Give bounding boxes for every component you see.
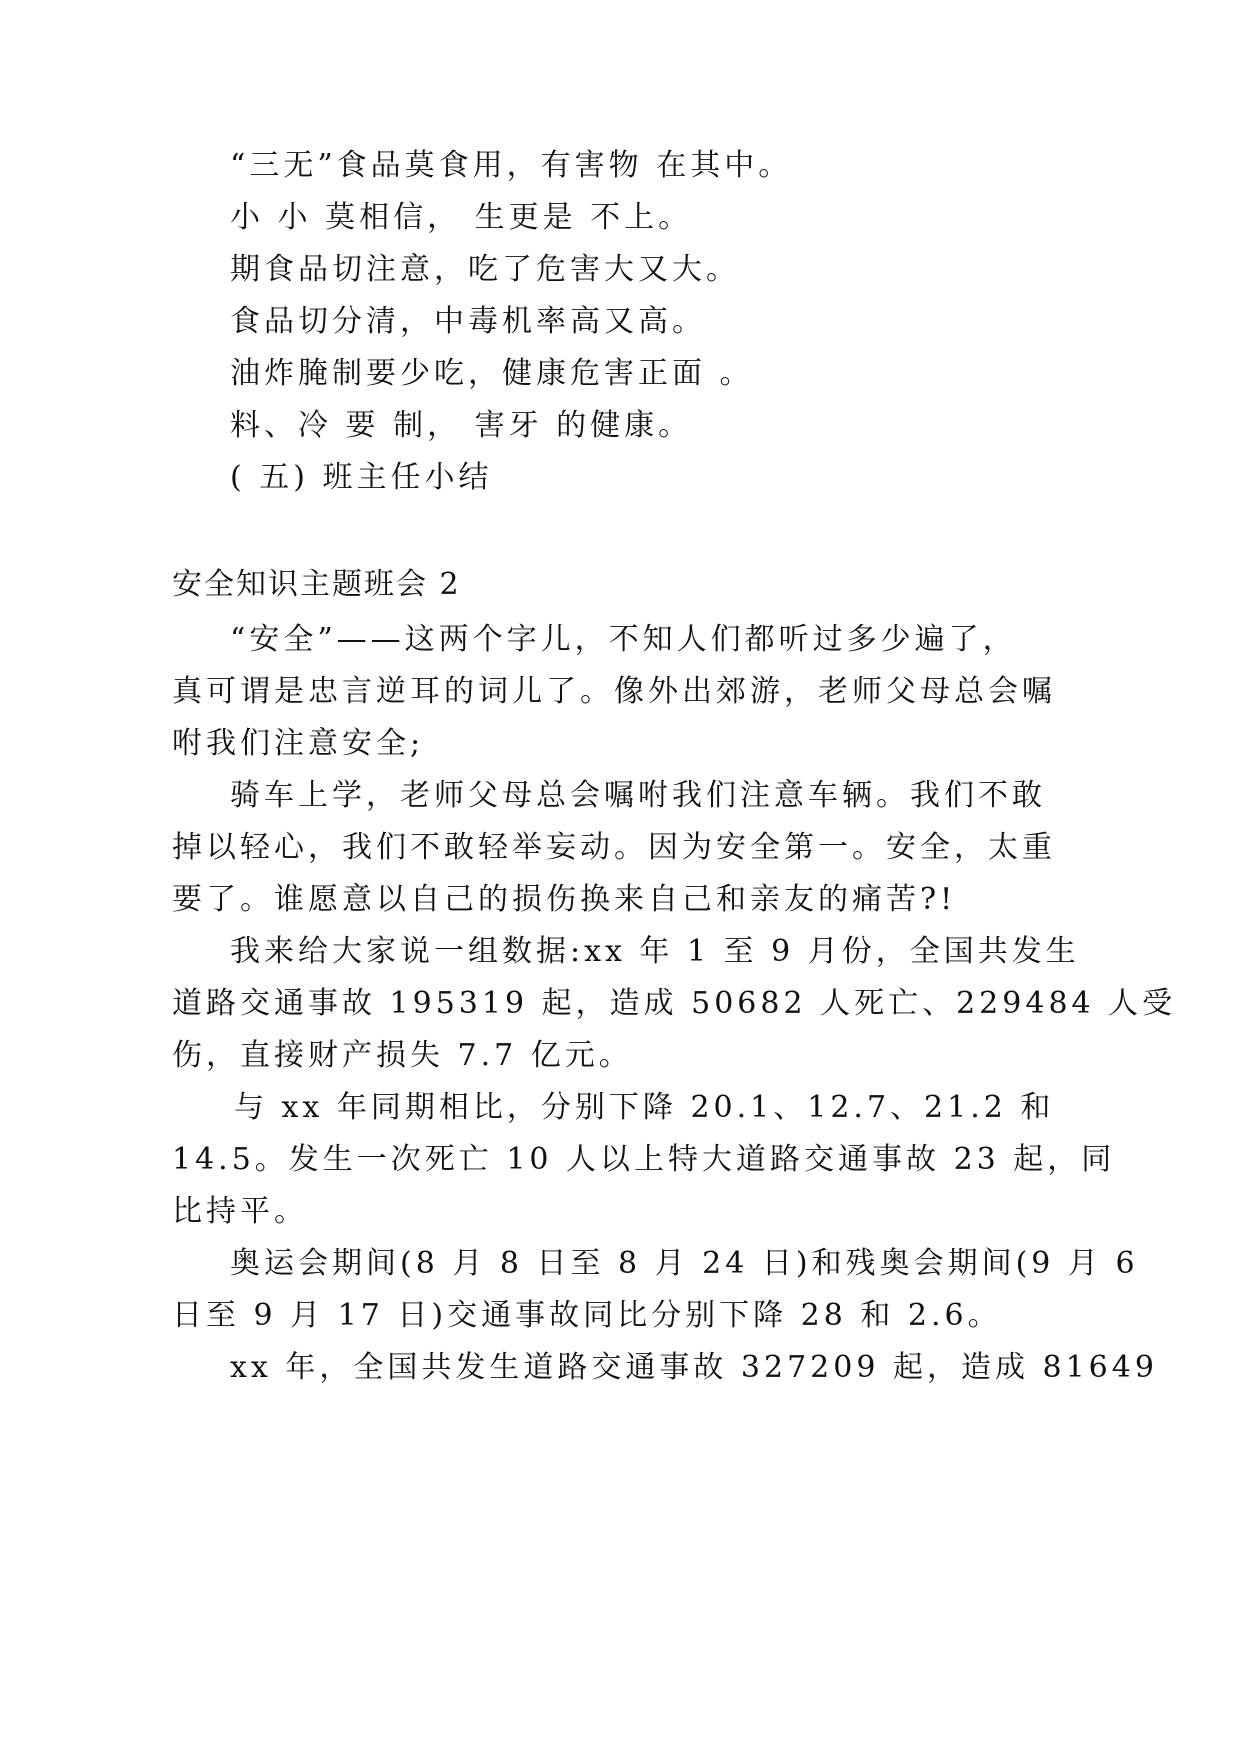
poem-line-6: 料、冷 要 制， 害牙 的健康。 bbox=[230, 408, 693, 443]
section-heading-class-teacher-summary: ( 五) 班主任小结 bbox=[230, 460, 493, 495]
poem-line-4: 食品切分清，中毒机率高又高。 bbox=[230, 304, 706, 339]
paragraph-4-line-1: 与 xx 年同期相比，分别下降 20.1、12.7、21.2 和 bbox=[234, 1090, 1055, 1125]
paragraph-1-line-2: 真可谓是忠言逆耳的词儿了。像外出郊游，老师父母总会嘱 bbox=[172, 674, 1056, 709]
paragraph-3-line-2: 道路交通事故 195319 起，造成 50682 人死亡、229484 人受 bbox=[172, 986, 1177, 1021]
paragraph-2-line-2: 掉以轻心，我们不敢轻举妄动。因为安全第一。安全，太重 bbox=[172, 830, 1056, 865]
paragraph-5-line-1: 奥运会期间(8 月 8 日至 8 月 24 日)和残奥会期间(9 月 6 bbox=[230, 1246, 1139, 1281]
poem-line-3: 期食品切注意，吃了危害大又大。 bbox=[230, 252, 740, 287]
paragraph-5-line-2: 日至 9 月 17 日)交通事故同比分别下降 28 和 2.6。 bbox=[172, 1298, 1002, 1333]
paragraph-3-line-1: 我来给大家说一组数据:xx 年 1 至 9 月份，全国共发生 bbox=[230, 934, 1080, 969]
paragraph-3-line-3: 伤，直接财产损失 7.7 亿元。 bbox=[172, 1038, 633, 1073]
paragraph-4-line-3: 比持平。 bbox=[172, 1194, 308, 1229]
poem-line-1: “三无”食品莫食用，有害物 在其中。 bbox=[230, 148, 793, 183]
paragraph-1-line-1: “安全”——这两个字儿，不知人们都听过多少遍了， bbox=[230, 622, 1017, 657]
paragraph-2-line-1: 骑车上学，老师父母总会嘱咐我们注意车辆。我们不敢 bbox=[230, 778, 1046, 813]
paragraph-4-line-2: 14.5。发生一次死亡 10 人以上特大道路交通事故 23 起，同 bbox=[172, 1142, 1116, 1177]
poem-line-2: 小 小 莫相信， 生更是 不上。 bbox=[230, 200, 693, 235]
paragraph-2-line-3: 要了。谁愿意以自己的损伤换来自己和亲友的痛苦?! bbox=[172, 882, 957, 917]
section-title: 安全知识主题班会 2 bbox=[172, 567, 461, 602]
paragraph-6-line-1: xx 年，全国共发生道路交通事故 327209 起，造成 81649 bbox=[230, 1350, 1158, 1385]
paragraph-1-line-3: 咐我们注意安全; bbox=[172, 726, 425, 761]
poem-line-5: 油炸腌制要少吃，健康危害正面 。 bbox=[230, 356, 754, 391]
